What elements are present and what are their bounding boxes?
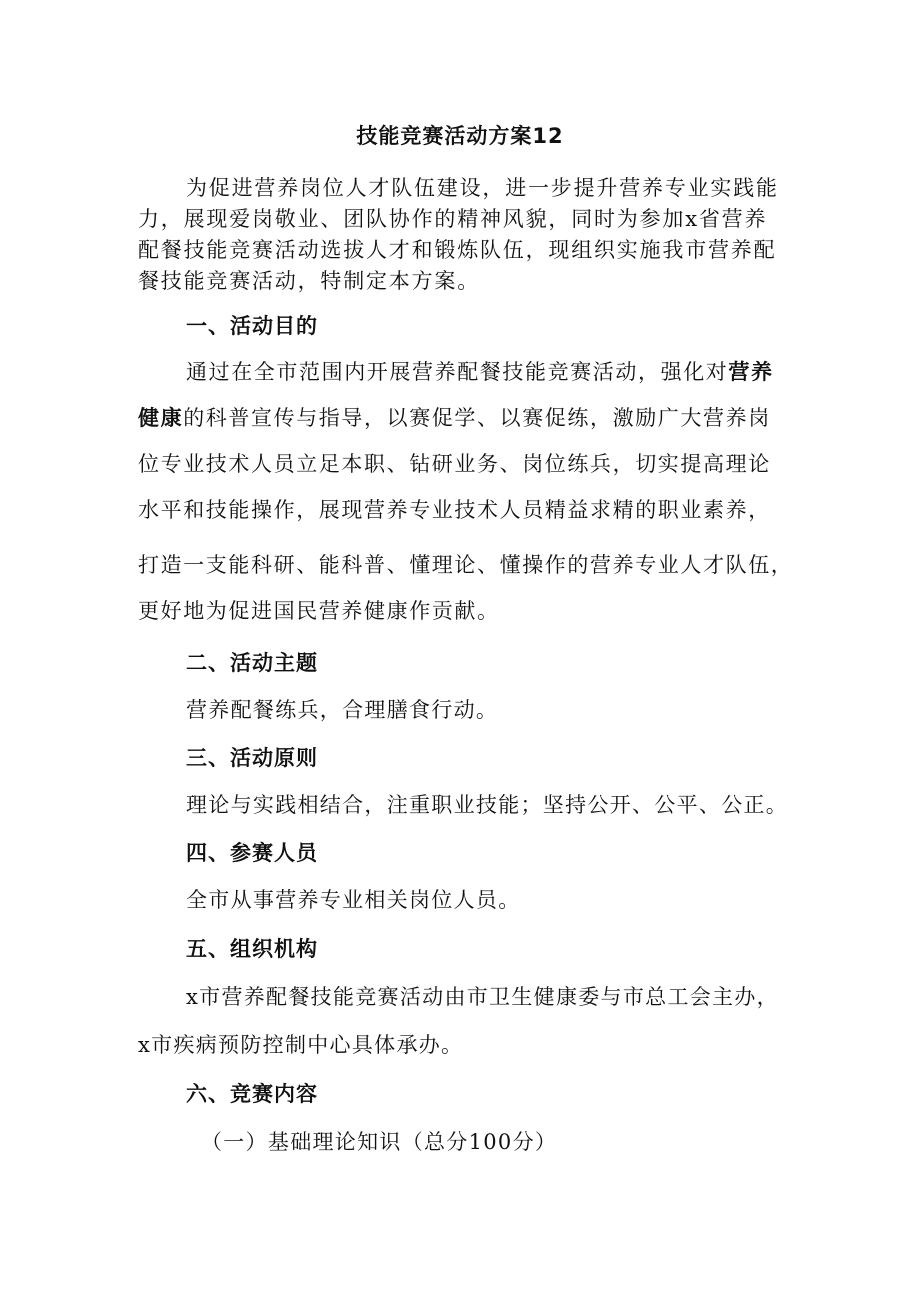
section-heading-theme: 二、活动主题	[186, 651, 318, 675]
organization-line-2: x市疾病预防控制中心具体承办。	[138, 1033, 464, 1057]
objective-line-4: 水平和技能操作，展现营养专业技术人员精益求精的职业素养，	[138, 498, 771, 522]
objective-line-1-text: 通过在全市范围内开展营养配餐技能竞赛活动，强化对	[186, 360, 729, 384]
intro-line-4: 餐技能竞赛活动，特制定本方案。	[138, 269, 480, 293]
section-heading-participants: 四、参赛人员	[186, 841, 318, 865]
objective-line-2-text: 的科普宣传与指导，以赛促学、以赛促练，激励广大营养岗	[183, 406, 771, 430]
section-heading-content: 六、竞赛内容	[186, 1082, 318, 1106]
principles-text: 理论与实践相结合，注重职业技能；坚持公开、公平、公正。	[186, 793, 789, 817]
objective-bold-term-2: 健康	[138, 406, 184, 430]
participants-text: 全市从事营养专业相关岗位人员。	[186, 888, 521, 912]
theme-text: 营养配餐练兵，合理膳食行动。	[186, 698, 499, 722]
document-title: 技能竞赛活动方案12	[356, 124, 564, 148]
organization-line-1: x市营养配餐技能竞赛活动由市卫生健康委与市总工会主办，	[186, 985, 779, 1009]
intro-line-1: 为促进营养岗位人才队伍建设，进一步提升营养专业实践能	[186, 176, 779, 200]
objective-line-2	[138, 402, 771, 432]
objective-line-1	[186, 356, 774, 386]
section-heading-organization: 五、组织机构	[186, 937, 318, 961]
section-heading-principles: 三、活动原则	[186, 746, 318, 770]
intro-line-3: 配餐技能竞赛活动选拔人才和锻炼队伍，现组织实施我市营养配	[138, 238, 777, 262]
section-heading-objective: 一、活动目的	[186, 314, 318, 338]
objective-line-3: 位专业技术人员立足本职、钻研业务、岗位练兵，切实提高理论	[138, 452, 771, 476]
objective-line-5: 打造一支能科研、能科普、懂理论、懂操作的营养专业人才队伍，	[138, 553, 794, 577]
intro-line-2: 力，展现爱岗敬业、团队协作的精神风貌，同时为参加x省营养	[138, 207, 768, 231]
objective-line-6: 更好地为促进国民营养健康作贡献。	[138, 599, 500, 623]
content-subheading-1: （一）基础理论知识（总分100分）	[201, 1130, 558, 1154]
objective-bold-term-1: 营养	[728, 360, 774, 384]
